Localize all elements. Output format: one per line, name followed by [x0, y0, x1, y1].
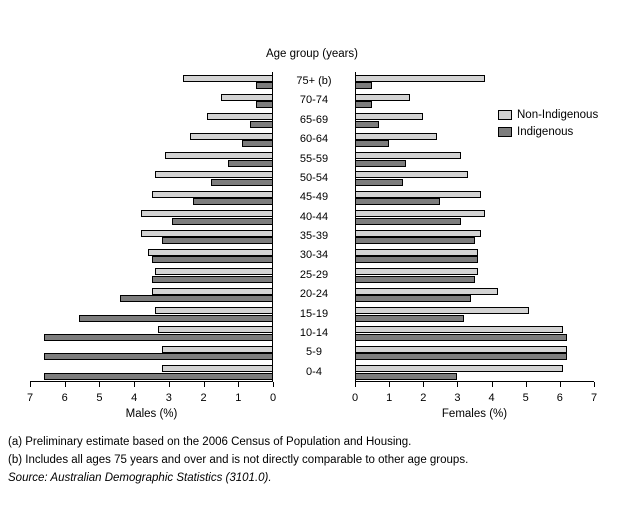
pyramid-row: [30, 343, 273, 362]
axis-tick: [169, 382, 170, 387]
bar-indigenous: [355, 373, 457, 380]
pyramid-row: [30, 266, 273, 285]
age-group-label: 55-59: [299, 152, 329, 165]
pyramid-row: [355, 208, 594, 227]
pyramid-row: [355, 169, 594, 188]
bar-indigenous: [44, 334, 273, 341]
age-group-label: 35-39: [299, 230, 329, 242]
chart-title: Age group (years): [265, 48, 359, 60]
bar-non-indigenous: [183, 75, 273, 82]
bar-non-indigenous: [165, 152, 273, 159]
pyramid-row: [355, 246, 594, 265]
bar-indigenous: [355, 256, 478, 263]
axis-tick: [594, 382, 595, 387]
bar-indigenous: [355, 82, 372, 89]
bar-indigenous: [355, 121, 379, 128]
females-axis-title: Females (%): [441, 408, 508, 420]
axis-tick-label: 0: [351, 392, 359, 404]
pyramid-row: [30, 208, 273, 227]
axis-tick-label: 6: [556, 392, 563, 404]
pyramid-row: [30, 72, 273, 91]
age-group-label: 45-49: [299, 191, 329, 204]
bar-indigenous: [355, 198, 440, 205]
bar-indigenous: [256, 101, 273, 108]
bar-non-indigenous: [155, 171, 273, 178]
age-group-label: 75+ (b): [296, 75, 332, 87]
axis-tick: [204, 382, 205, 387]
age-group-label: 25-29: [299, 268, 329, 281]
pyramid-row: [30, 188, 273, 207]
axis-tick-label: 2: [200, 392, 207, 404]
legend-swatch-non-indigenous: [498, 110, 512, 120]
bar-indigenous: [355, 315, 464, 322]
legend-item-non-indigenous: [498, 106, 598, 123]
pyramid-row: [30, 91, 273, 110]
bar-indigenous: [211, 179, 273, 186]
age-group-label: 0-4: [306, 365, 322, 378]
bar-indigenous: [355, 353, 567, 360]
axis-tick: [423, 382, 424, 387]
bar-indigenous: [355, 237, 475, 244]
bar-non-indigenous: [355, 171, 468, 178]
pyramid-row: [30, 285, 273, 304]
bar-indigenous: [193, 198, 273, 205]
bar-non-indigenous: [190, 133, 273, 140]
axis-tick-label: 7: [26, 392, 34, 404]
bar-indigenous: [355, 334, 567, 341]
age-group-label: 40-44: [299, 210, 329, 223]
pyramid-row: [30, 150, 273, 169]
pyramid-row: [355, 285, 594, 304]
bar-non-indigenous: [141, 230, 273, 237]
bar-non-indigenous: [207, 113, 273, 120]
axis-tick-label: 1: [235, 392, 242, 404]
bar-indigenous: [152, 256, 274, 263]
bar-indigenous: [355, 160, 406, 167]
pyramid-row: [355, 266, 594, 285]
bar-indigenous: [355, 276, 475, 283]
bar-non-indigenous: [155, 268, 273, 275]
age-group-label: 15-19: [299, 307, 329, 320]
bar-indigenous: [242, 140, 273, 147]
age-group-label: 30-34: [299, 249, 329, 262]
axis-tick: [457, 382, 458, 387]
axis-tick: [273, 382, 274, 387]
axis-tick-label: 4: [131, 392, 138, 404]
axis-tick-label: 5: [96, 392, 103, 404]
legend-item-indigenous: [498, 123, 598, 140]
axis-tick-label: 4: [488, 392, 495, 404]
pyramid-row: [30, 305, 273, 324]
bar-non-indigenous: [158, 326, 273, 333]
bar-indigenous: [256, 82, 273, 89]
bar-non-indigenous: [155, 307, 273, 314]
bar-indigenous: [162, 237, 273, 244]
axis-tick: [560, 382, 561, 387]
axis-tick: [30, 382, 31, 387]
age-group-labels: [273, 72, 355, 382]
bar-indigenous: [152, 276, 274, 283]
pyramid-row: [355, 150, 594, 169]
bar-indigenous: [355, 295, 471, 302]
bar-non-indigenous: [355, 365, 563, 372]
bar-non-indigenous: [355, 288, 498, 295]
axis-tick-label: 7: [590, 392, 598, 404]
chart-legend: [498, 106, 598, 140]
axis-tick: [526, 382, 527, 387]
pyramid-row: [30, 169, 273, 188]
pyramid-row: [355, 343, 594, 362]
footnote-b: (b) Includes all ages 75 years and over and is not directly comparable to other age groups.: [8, 454, 469, 466]
bar-non-indigenous: [162, 365, 273, 372]
bar-indigenous: [355, 140, 389, 147]
axis-tick-label: 0: [269, 392, 277, 404]
bar-indigenous: [355, 101, 372, 108]
axis-tick-label: 6: [61, 392, 68, 404]
males-axis-title: Males (%): [125, 408, 178, 420]
source-note: Source: Australian Demographic Statistics (3101.0).: [8, 472, 272, 484]
bar-non-indigenous: [355, 152, 461, 159]
axis-tick-label: 3: [165, 392, 172, 404]
axis-tick-label: 1: [386, 392, 393, 404]
axis-tick: [65, 382, 66, 387]
axis-tick: [238, 382, 239, 387]
bar-indigenous: [355, 179, 403, 186]
bar-non-indigenous: [355, 113, 423, 120]
age-group-label: 50-54: [299, 171, 329, 184]
pyramid-row: [355, 324, 594, 343]
pyramid-row: [355, 227, 594, 246]
bar-non-indigenous: [355, 268, 478, 275]
bar-non-indigenous: [355, 230, 481, 237]
axis-tick: [99, 382, 100, 387]
bar-non-indigenous: [355, 210, 485, 217]
bar-indigenous: [44, 373, 273, 380]
axis-tick-label: 2: [420, 392, 427, 404]
age-group-label: 10-14: [299, 326, 329, 339]
pyramid-row: [30, 246, 273, 265]
males-panel: [26, 72, 277, 404]
axis-tick: [355, 382, 356, 387]
pyramid-row: [355, 72, 594, 91]
bar-non-indigenous: [221, 94, 273, 101]
footnotes: [8, 436, 616, 484]
bar-non-indigenous: [355, 75, 485, 82]
pyramid-row: [30, 111, 273, 130]
bar-indigenous: [355, 218, 461, 225]
bar-non-indigenous: [355, 133, 437, 140]
legend-swatch-indigenous: [498, 127, 512, 137]
bar-non-indigenous: [355, 249, 478, 256]
pyramid-row: [355, 188, 594, 207]
bar-indigenous: [228, 160, 273, 167]
age-group-label: 60-64: [299, 133, 329, 146]
bar-non-indigenous: [355, 307, 529, 314]
bar-non-indigenous: [162, 346, 273, 353]
pyramid-row: [30, 363, 273, 382]
age-group-label: 20-24: [299, 288, 329, 301]
bar-non-indigenous: [141, 210, 273, 217]
males-bars: [30, 72, 273, 382]
footnote-a: (a) Preliminary estimate based on the 2006 Census of Population and Housing.: [8, 436, 412, 448]
bar-non-indigenous: [152, 191, 274, 198]
legend-label-indigenous: Indigenous: [517, 125, 574, 138]
axis-tick-label: 3: [454, 392, 461, 404]
age-group-label: 70-74: [299, 94, 329, 107]
axis-tick: [492, 382, 493, 387]
bar-non-indigenous: [148, 249, 273, 256]
bar-indigenous: [44, 353, 273, 360]
bar-non-indigenous: [355, 94, 410, 101]
pyramid-row: [355, 363, 594, 382]
age-group-label: 65-69: [299, 113, 329, 126]
pyramid-row: [30, 227, 273, 246]
pyramid-row: [355, 305, 594, 324]
pyramid-row: [30, 324, 273, 343]
axis-tick: [389, 382, 390, 387]
bar-indigenous: [250, 121, 273, 128]
bar-indigenous: [79, 315, 273, 322]
bar-indigenous: [172, 218, 273, 225]
legend-label-non-indigenous: Non-Indigenous: [517, 108, 599, 121]
bar-non-indigenous: [355, 346, 567, 353]
bar-indigenous: [120, 295, 273, 302]
bar-non-indigenous: [152, 288, 274, 295]
bar-non-indigenous: [355, 326, 563, 333]
axis-tick-label: 5: [522, 392, 529, 404]
age-group-label: 5-9: [306, 346, 322, 359]
pyramid-row: [30, 130, 273, 149]
axis-tick: [134, 382, 135, 387]
bar-non-indigenous: [355, 191, 481, 198]
